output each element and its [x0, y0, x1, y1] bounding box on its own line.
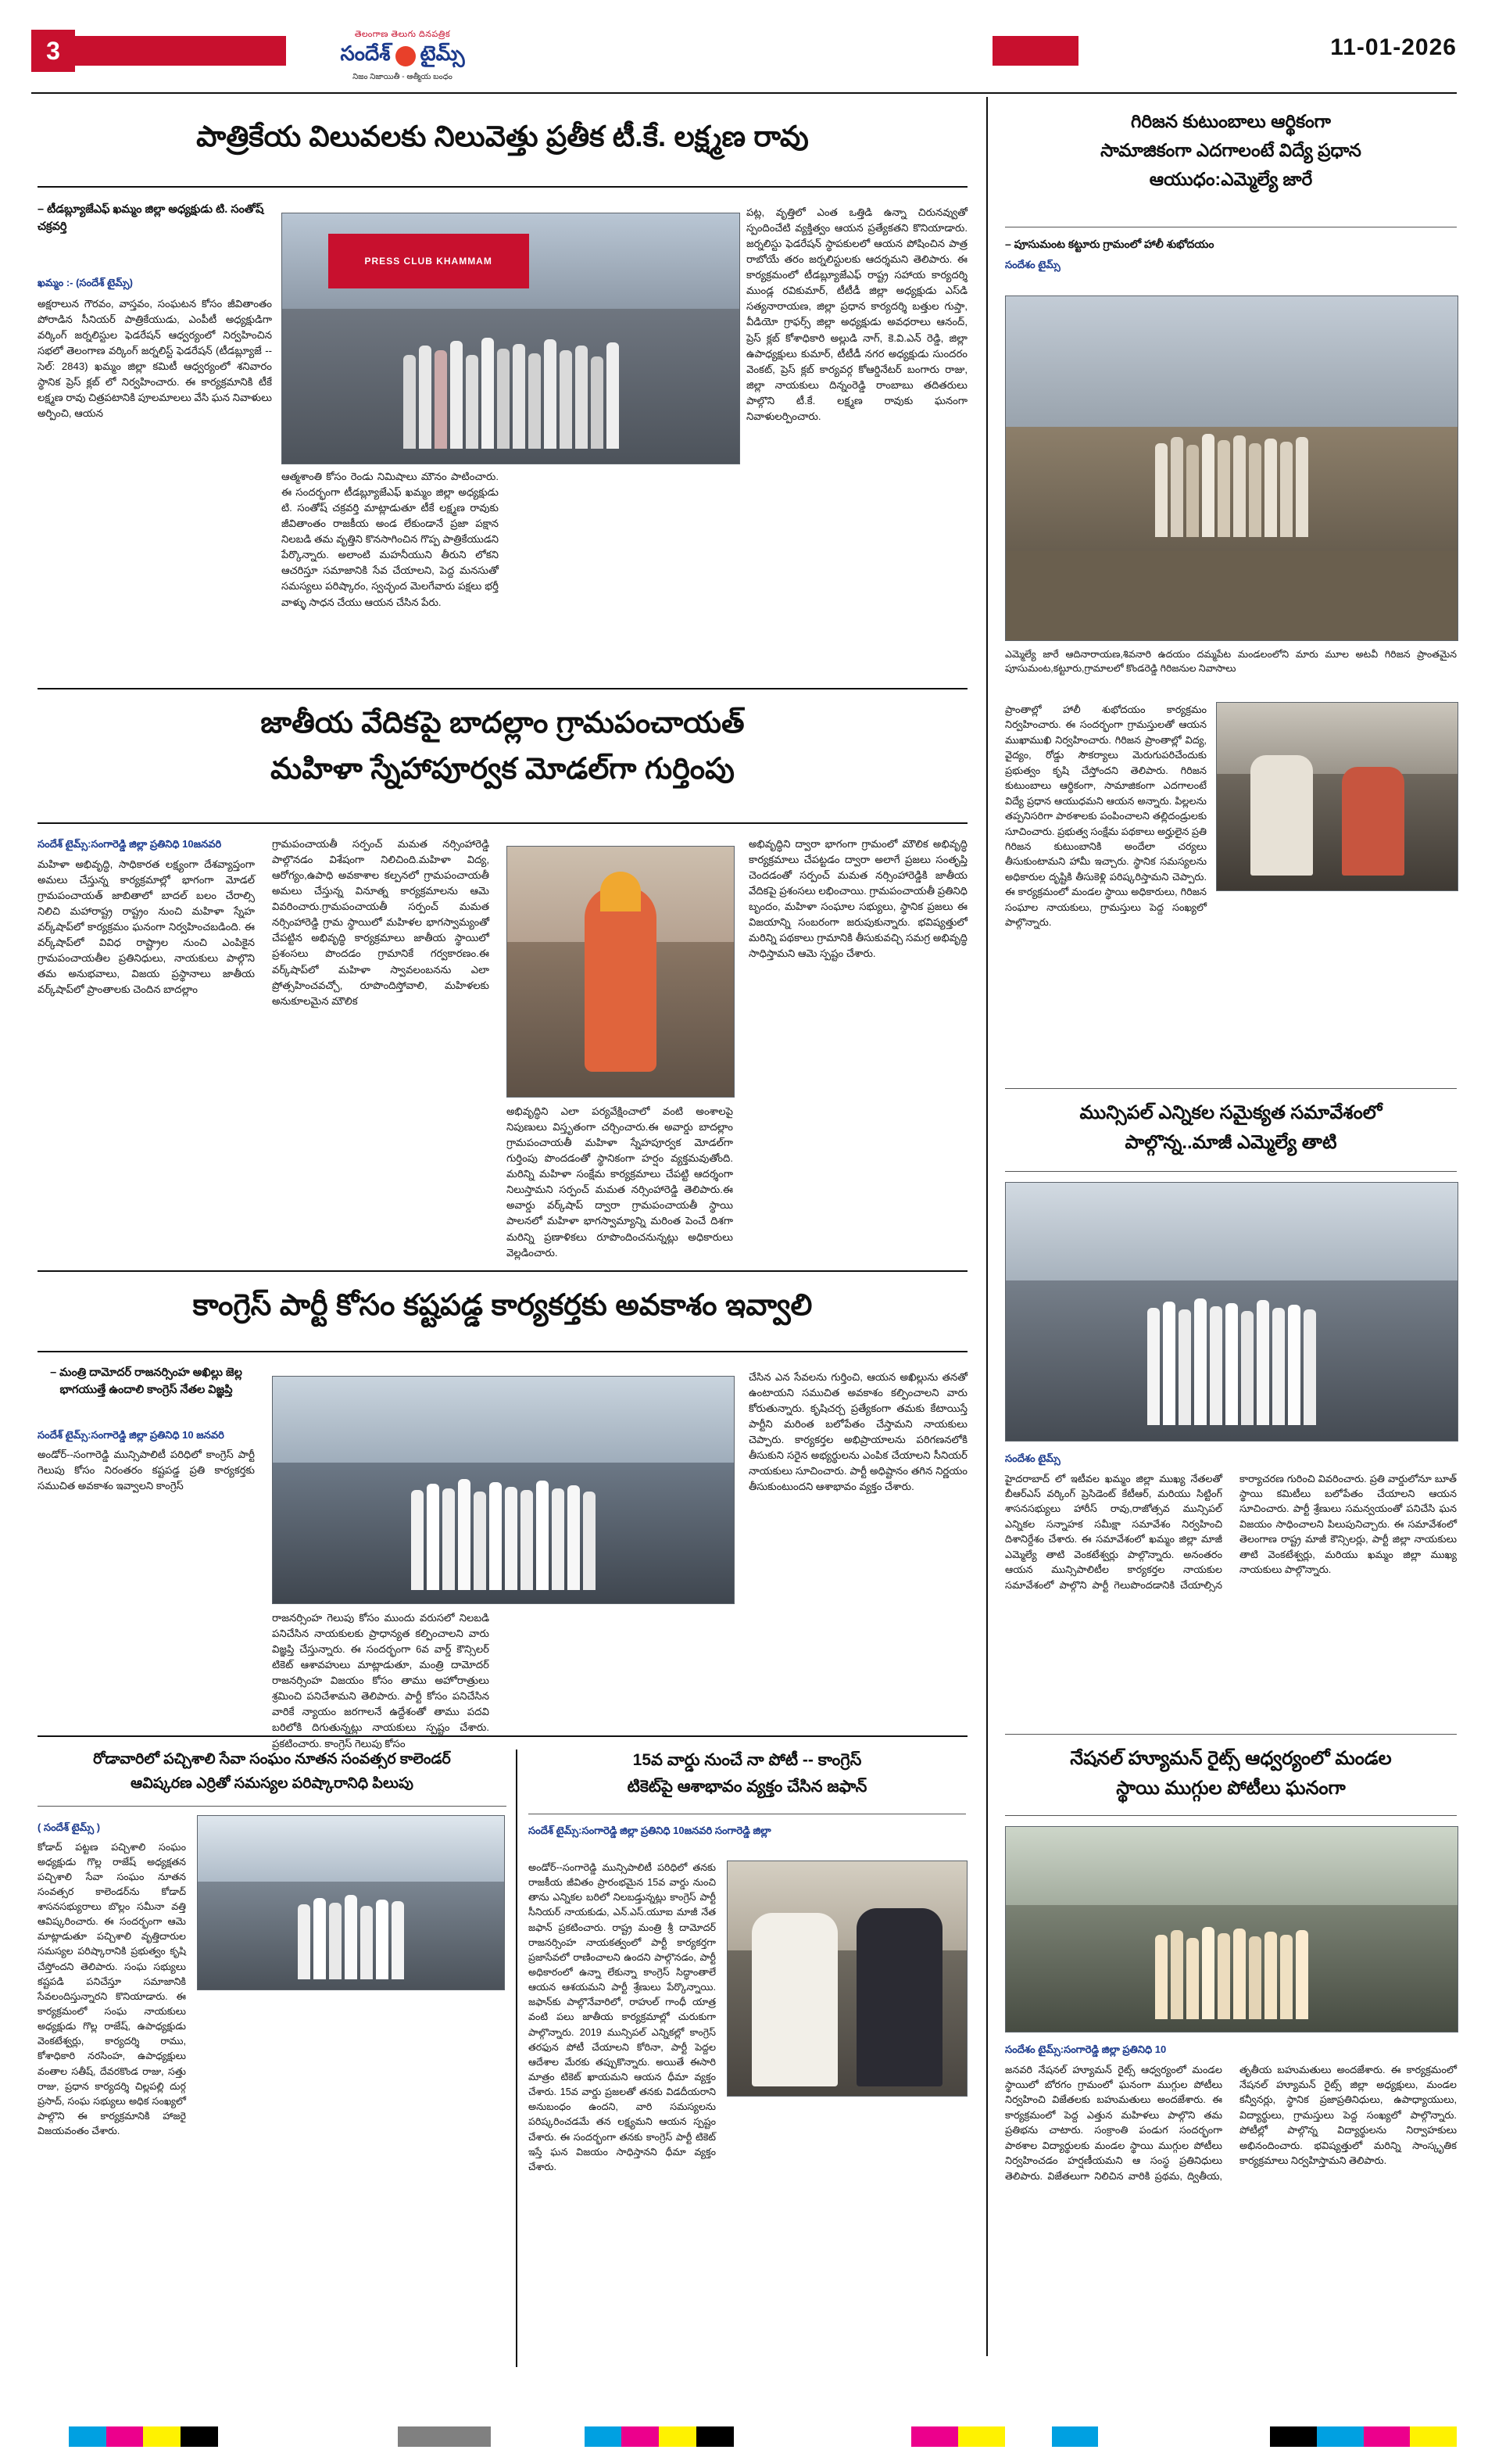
logo-word-2: టైమ్స్	[420, 41, 465, 65]
rail-article2-headline-line2: పాల్గొన్న..మాజీ ఎమ్మెల్యే తాటి	[1125, 1132, 1337, 1154]
press-club-banner: PRESS CLUB KHAMMAM	[328, 234, 529, 288]
reg-seg-5	[1270, 2426, 1457, 2447]
article2-photo	[506, 846, 735, 1098]
reg-seg-1	[31, 2426, 218, 2447]
article5-headline-line2: టికెట్‌పై ఆశాభావం వ్యక్తం చేసిన జఫాన్	[627, 1778, 867, 1796]
article2-col3: అభివృద్ధిని ఎలా పర్యవేక్షించాలో వంటి అంశాలపై నిపుణులు విస్తృతంగా చర్చించారు.ఈ అవార్డు బాదల్లాం గ్రామపంచాయతీ మహిళా స్నేహపూర్వక మోడల్‌గా గుర్తింపు పొందడంతో స్థానికంగా హర్షం వ్యక్తమవుతోంది. మరిన్ని మహిళా సంక్షేమ కార్యక్రమాలు చేపట్టి ఆదర్శంగా నిలుస్తామని సర్పంచ్ మమత నర్సింహారెడ్డి తెలిపారు.ఈ అవార్డు వర్క్‌షాప్ ద్వారా గ్రామపంచాయతీ స్థాయి పాలనలో మహిళా భాగస్వామ్యాన్ని మరింత పెంచే దిశగా మరిన్ని ప్రణాళికలు రూపొందించనున్నట్లు అధికారులు వెల్లడించారు.	[506, 1105, 733, 1259]
article1-end-rule	[38, 688, 968, 689]
newspaper-logo	[289, 30, 516, 81]
article4-col1: కోడాద్ పట్టణ పచ్చిశాలి సంఘం అధ్యక్షుడు గొల్ల రాజేష్ అధ్యక్షతన పచ్చిశాలి సేవా సంఘం నూతన సంవత్సర కాలెండర్‌ను కోడాద్ శాసనసభ్యురాలు బొల్లం సమీనా వత్తి ఆవిష్కరించారు. ఈ సందర్భంగా ఆమె మాట్లాడుతూ పచ్చిశాలి వృత్తిదారుల సమస్యల పరిష్కారానికి ప్రభుత్వం కృషి చేస్తోందని తెలిపారు. సంఘ సభ్యులు కష్టపడి పనిచేస్తూ సమాజానికి సేవలందిస్తున్నారని కొనియాడారు. ఈ కార్యక్రమంలో సంఘ నాయకులు అధ్యక్షుడు గొల్ల రాజేష్, ఉపాధ్యక్షుడు వెంకటేశ్వర్లు, కార్యదర్శి రాము, కోశాధికారి నరసింహ, ఉపాధ్యక్షులు వంతాల సతీష్, దేవరకొండ రాజు, సత్తు రాజు, ప్రధాన కార్యదర్శి చిల్లపల్లి దుర్గ ప్రసాద్, సంఘ సభ్యులు అధిక సంఖ్యలో పాల్గొని ఈ కార్యక్రమానికి హాజరై విజయవంతం చేశారు.	[38, 1841, 186, 2137]
logo-tagline-bottom: నిజం నిజాయితీ - ఆత్మీయ బంధం	[352, 73, 452, 81]
article1-col1: అక్షరాలున గౌరవం, వాస్తవం, సంఘటన కోసం జీవితాంతం పోరాడిన సీనియర్ పాత్రికేయుడు, ఎంపీటీ అధ్యక్షుడిగా వర్కింగ్ జర్నలిస్టుల ఫెడరేషన్ ఆధ్వర్యంలో నిర్వహించిన సభలో తెలంగాణ వర్కింగ్ జర్నలిస్ట్ ఫెడరేషన్ (టీడబ్ల్యూజే -- సెల్: 2843) ఖమ్మం జిల్లా కమిటీ ఆధ్వర్యంలో శనివారం స్థానిక ప్రెస్ క్లబ్ లో నిర్వహించారు. ఈ కార్యక్రమానికి టీకే లక్ష్మణ రావు చిత్రపటానికి పూలమాలలు వేసి ఘన నివాళులు అర్పించి, ఆయన	[38, 298, 272, 420]
rail-article2-rule	[1005, 1171, 1457, 1172]
masthead	[31, 30, 1457, 84]
article1-byline: – టీడబ్ల్యూజేఎఫ్ ఖమ్మం జిల్లా అధ్యక్షుడు టి. సంతోష్ చక్రవర్తి	[38, 203, 264, 233]
article4-rule	[38, 1806, 506, 1807]
article2-col1: మహిళా అభివృద్ధి, సాధికారత లక్ష్యంగా దేశవ్యాప్తంగా అమలు చేస్తున్న కార్యక్రమాల్లో భాగంగా మోడల్ గ్రామపంచాయత్ జాబితాలో బాదల్ బలం చేరాల్సి నిలిచి మహారాష్ట్ర రాష్ట్రం నుంచి మహిళా స్నేహ వర్క్‌షాప్‌లో కార్యక్రమం ఘనంగా నిర్వహించబడింది. ఈ వర్క్‌షాప్‌లో వివిధ రాష్ట్రాల నుంచి ఎంపికైన గ్రామపంచాయతీల ప్రతినిధులు, నాయకులు పాల్గొని తమ అనుభవాలు, విజయ ప్రస్థానాలు జాతీయ వర్క్‌షాప్‌లో ప్రాంతాలకు చెందిన బాదల్లాం	[38, 858, 255, 995]
rail-article1-photo2	[1216, 702, 1458, 891]
masthead-red-bar-left	[75, 36, 286, 66]
article1-rule	[38, 186, 968, 188]
reg-seg-2	[398, 2426, 585, 2447]
article2-end-rule	[38, 1270, 968, 1272]
article2-headline-line1: జాతీయ వేదికపై బాదల్లాం గ్రామపంచాయత్	[260, 707, 745, 740]
article1-col2: ఆత్మశాంతి కోసం రెండు నిమిషాలు మౌనం పాటించారు. ఈ సందర్భంగా టీడబ్ల్యూజేఎఫ్ ఖమ్మం జిల్లా అధ్యక్షుడు టి. సంతోష్ చక్రవర్తి మాట్లాడుతూ టీకే లక్ష్మణ రావుకు జీవితాంతం రాజకీయ అండ లేకుండానే ప్రజా పక్షాన నిలబడి తమ వృత్తిని కొనసాగించిన గొప్ప పాత్రికేయుడని పేర్కొన్నారు. అలాంటి మహనీయుని తీరుని లోకని ఆచరిస్తూ సమాజానికి సేవ చేయాలని, పెద్ద మనసుతో సమస్యలు పరిష్కారం, స్వచ్ఛంద మెలగేవారు పక్షలు భర్తీ వాళ్ళు సాధన చేయు ఆయన చేసిన పేరు.	[281, 471, 499, 608]
rail-article3-headline-line2: స్థాయి ముగ్గుల పోటీలు ఘనంగా	[1116, 1778, 1346, 1800]
rail-article3-photo	[1005, 1826, 1458, 2032]
reg-seg-gap-3	[1098, 2426, 1270, 2447]
logo-tagline-top: తెలంగాణ తెలుగు దినపత్రిక	[354, 30, 451, 39]
article3-col1: అండోర్‌--సంగారెడ్డి మున్సిపాలిటీ పరిధిలో కాంగ్రెస్ పార్టీ గెలుపు కోసం నిరంతరం కష్టపడ్డ ప్రతి కార్యకర్తకు సముచిత అవకాశం ఇవ్వాలని కాంగ్రెస్	[38, 1449, 255, 1492]
article4-credit: ( సందేశ్ టైమ్స్ )	[38, 1821, 101, 1833]
rail-article2-end-rule	[1005, 1734, 1457, 1735]
article3-credit: సందేశ్ టైమ్స్:సంగారెడ్డి జిల్లా ప్రతినిధి 10 జనవరి	[38, 1428, 224, 1441]
reg-seg-gap-2	[771, 2426, 911, 2447]
article4-5-divider	[516, 1750, 517, 2367]
rail-article1-credit: సందేశం టైమ్స్	[1005, 259, 1061, 270]
article5-credit: సందేశ్ టైమ్స్:సంగారెడ్డి జిల్లా ప్రతినిధి 10జనవరి సంగారెడ్డి జిల్లా	[528, 1825, 771, 1836]
article1-headline: పాత్రికేయ విలువలకు నిలువెత్తు ప్రతీక టీ.కే. లక్ష్మణ రావు	[196, 120, 809, 152]
article1-dateline: ఖమ్మం :- (సందేశ్ టైమ్స్)	[38, 276, 133, 288]
rail-article3-rule	[1005, 1815, 1457, 1816]
article5-headline-line1: 15వ వార్డు నుంచే నా పోటీ -- కాంగ్రెస్	[632, 1751, 862, 1769]
rail-article1-end-rule	[1005, 1088, 1457, 1089]
article2-col4: అభివృద్ధిని ద్వారా భాగంగా గ్రామంలో మౌలిక అభివృద్ధి కార్యక్రమాలు చేపట్టడం ద్వారా అలాగే ప్రజలు సంతృప్తి చెందడంతో సర్పంచ్ మమత నర్సింహారెడ్డికి జాతీయ వేదికపై ప్రశంసలు లభించాయి. గ్రామపంచాయతీ ప్రతినిధి బృందం, మహిళా సంఘాల సభ్యులు, స్థానిక ప్రజలు ఈ విజయాన్ని సంబరంగా జరుపుకున్నారు. భవిష్యత్తులో మరిన్ని పథకాలు గ్రామానికి తీసుకువచ్చి సమగ్ర అభివృద్ధి సాధిస్తామని ఆమె స్పష్టం చేశారు.	[749, 838, 968, 960]
rail-article3-credit: సందేశం టైమ్స్:సంగారెడ్డి జిల్లా ప్రతినిధి 10	[1005, 2043, 1167, 2055]
article3-col2: రాజనర్సింహ గెలుపు కోసం ముందు వరుసలో నిలబడి పనిచేసిన నాయకులకు ప్రాధాన్యత కల్పించాలని వారు విజ్ఞప్తి చేస్తున్నారు. ఈ సందర్భంగా 6వ వార్డ్ కౌన్సిలర్ టికెట్ ఆశావహులు మాట్లాడుతూ, మంత్రి దామోదర్ రాజనర్సింహ విజయం కోసం తాము అహోరాత్రులు శ్రమించి పనిచేశామని తెలిపారు. పార్టీ కోసం పనిచేసిన వారికే న్యాయం జరగాలనే ఉద్దేశంతో తాము పదవి బరిలోకి దిగుతున్నట్లు నాయకులు స్పష్టం చేశారు. ప్రకటించారు. కాంగ్రెస్ గెలుపు కోసం	[272, 1612, 489, 1750]
article1-photo	[281, 213, 740, 464]
article3-photo	[272, 1376, 735, 1604]
rail-article1-photo	[1005, 295, 1458, 641]
color-registration-bar	[31, 2426, 1457, 2447]
rail-article1-caption: ఎమ్మెల్యే జారే ఆదినారాయణ,శివనారి ఉదయం దమ్మపేట మండలంలోని మారు మూల అటవీ గిరిజన ప్రాంతమైన పూసుమంట,కట్టూరు,గ్రామాలలో కొండరెడ్డి గిరిజనుల నివాసాలు	[1005, 649, 1457, 675]
article3-col3: చేసిన ఎన సేవలను గుర్తించి, ఆయన అఖిల్లును తనతో ఉంటాయని సముచిత అవకాశం కల్పించాలని వారు కోరుతున్నారు. కృషిచర్చ ప్రత్యేకంగా తమకు కేటాయిస్తే పార్టీని మరింత బలోపేతం చేస్తామని నాయకులు చెప్పారు. కార్యకర్తల అభిప్రాయాలను పరిగణనలోకి తీసుకుని సరైన అభ్యర్థులను ఎంపిక చేయాలని సీనియర్ నాయకులు సూచించారు. పార్టీ అధిష్టానం తగిన నిర్ణయం తీసుకుంటుందని ఆశాభావం వ్యక్తం చేశారు.	[749, 1371, 968, 1493]
rail-article1-body: ప్రాంతాల్లో హాలీ శుభోదయం కార్యక్రమం నిర్వహించారు. ఈ సందర్భంగా గ్రామస్తులతో ఆయన ముఖాముఖి నిర్వహించారు. గిరిజన ప్రాంతాల్లో విద్య, వైద్యం, రోడ్డు సౌకర్యాలు మెరుగుపరిచేందుకు ప్రభుత్వం కృషి చేస్తోందని తెలిపారు. గిరిజన కుటుంబాలు ఆర్థికంగా, సామాజికంగా ఎదగాలంటే విద్యే ప్రధాన ఆయుధమని ఆయన అన్నారు. పిల్లలను తప్పనిసరిగా పాఠశాలకు పంపించాలని తల్లిదండ్రులకు సూచించారు. ప్రభుత్వ సంక్షేమ పథకాలు అర్హులైన ప్రతి గిరిజన కుటుంబానికి అందేలా చర్యలు తీసుకుంటామని హామీ ఇచ్చారు. స్థానిక సమస్యలను అధికారుల దృష్టికి తీసుకెళ్లి పరిష్కరిస్తామని చెప్పారు. ఈ కార్యక్రమంలో మండల స్థాయి అధికారులు, గిరిజన సంఘాల నాయకులు, గ్రామస్తులు పెద్ద సంఖ్యలో పాల్గొన్నారు.	[1005, 704, 1207, 929]
rail-article1-headline-line1: గిరిజన కుటుంబాలు ఆర్థికంగా	[1131, 111, 1331, 131]
article3-rule	[38, 1351, 968, 1352]
article3-headline: కాంగ్రెస్ పార్టీ కోసం కష్టపడ్డ కార్యకర్తకు అవకాశం ఇవ్వాలి	[192, 1289, 813, 1322]
article2-rule	[38, 822, 968, 824]
rail-article1-byline: – పూసుమంట కట్టూరు గ్రామంలో హాలీ శుభోదయం	[1005, 238, 1214, 250]
rail-article3-body: జనవరి నేషనల్ హ్యూమన్ రైట్స్ ఆధ్వర్యంలో మండల స్థాయిలో బోరగం గ్రామంలో ఘనంగా ముగ్గుల పోటీలు నిర్వహించి విజేతలకు బహుమతులు అందజేశారు. ఈ కార్యక్రమంలో పెద్ద ఎత్తున మహిళలు పాల్గొని తమ ప్రతిభను చాటారు. సంక్రాంతి పండుగ సందర్భంగా పాఠశాల విద్యార్థులకు మండల స్థాయి ముగ్గుల పోటీలు నిర్వహించడం హర్షణీయమని ఆ సంస్థ ప్రతినిధులు తెలిపారు. విజేతలుగా నిలిచిన వారికి ప్రథమ, ద్వితీయ, తృతీయ బహుమతులు అందజేశారు. ఈ కార్యక్రమంలో నేషనల్ హ్యూమన్ రైట్స్ జిల్లా అధ్యక్షులు, మండల కన్వీనర్లు, స్థానిక ప్రజాప్రతినిధులు, ఉపాధ్యాయులు, విద్యార్థులు, గ్రామస్తులు పెద్ద సంఖ్యలో పాల్గొన్నారు. పోటీల్లో పాల్గొన్న విద్యార్థులను నిర్వాహకులు అభినందించారు. భవిష్యత్తులో మరిన్ని సాంస్కృతిక కార్యక్రమాలు నిర్వహిస్తామని తెలిపారు.	[1005, 2063, 1457, 2182]
masthead-red-bar-right	[993, 36, 1078, 66]
article1-col3: పట్ల, వృత్తిలో ఎంత ఒత్తిడి ఉన్నా చిరునవ్వుతో స్పందించేటి వ్యక్తిత్వం ఆయన ప్రత్యేకతని కొనియాడారు. జర్నలిస్టు ఫెడరేషన్ స్థాపకులలో ఆయన పోషించిన పాత్ర రాబోయే తరం జర్నలిస్టులకు ఆదర్శమని తెలిపారు. ఈ కార్యక్రమంలో టీడబ్ల్యూజేఎఫ్ రాష్ట్ర సహాయ కార్యదర్శి ముండ్ల రవికుమార్, టీటీడీ జిల్లా అధ్యక్షుడు ఎస్‌డి సత్యనారాయణ, జిల్లా ప్రధాన కార్యదర్శి బత్తుల గుప్తా, వీడియో గ్రాఫర్స్ జిల్లా అధ్యక్షుడు అవధరాలు ఆనంద్, ప్రెస్ క్లబ్ కోశాధికారి అల్లుడి నాగ్, కె.వి.ఎన్ రెడ్డి, జిల్లా ఉపాధ్యక్షులు కుమార్, టీటీడీ నగర అధ్యక్షుడు సుందరం వెంకట్, ప్రెస్ క్లబ్ కార్యవర్గ కోఆర్డినేటర్ బంగారు రాజు, జిల్లా నాయకులు దిన్నంరెడ్డి రాంబాబు తదితరులు పాల్గొని టీ.కే. లక్ష్మణ రావుకు ఘనంగా నివాళులర్పించారు.	[746, 206, 968, 422]
logo-circle-icon	[395, 46, 416, 66]
article5-col1: అండోర్--సంగారెడ్డి మున్సిపాలిటీ పరిధిలో తనకు రాజకీయ జీవితం ప్రారంభమైన 15వ వార్డు నుంచి తాను ఎన్నికల బరిలో నిలబడ్తున్నట్లు కాంగ్రెస్ పార్టీ సీనియర్ నాయకుడు, ఎన్.ఎస్.యూఐ మాజీ నేత జఫాన్ ప్రకటించారు. రాష్ట్ర మంత్రి శ్రీ దామోదర్ రాజనర్సింహ నాయకత్వంలో పార్టీ కార్యకర్తగా ప్రజాసేవలో రాణించాలని ఉందని పాల్గొనడం, పార్టీ అధికారంలో ఉన్నా లేకున్నా కాంగ్రెస్ సిద్ధాంతాలే ఆయన ఆశయమని పార్టీ శ్రేణులు పేర్కొన్నాయి. జఫాన్‌కు పాల్గొనేవారిలో, రాహుల్ గాంధీ యాత్ర వంటి పలు జాతీయ కార్యక్రమాల్లో చురుకుగా పాల్గొన్నారు. 2019 మున్సిపల్ ఎన్నికల్లో కాంగ్రెస్ తరఫున పోటీ చేయాలని కోరినా, పార్టీ పెద్దల ఆదేశాల మేరకు తప్పుకొన్నారు. అయితే ఈసారి మాత్రం టికెట్ ఖాయమని ఆయన ధీమా వ్యక్తం చేశారు. 15వ వార్డు ప్రజలతో తనకు విడదీయరాని అనుబంధం ఉందని, వారి సమస్యలను పరిష్కరించడమే తన లక్ష్యమని ఆయన స్పష్టం చేశారు. ఈ సందర్భంగా తనకు కాంగ్రెస్ పార్టీ టికెట్ ఇస్తే ఘన విజయం సాధిస్తానని ధీమా వ్యక్తం చేశారు.	[528, 1862, 716, 2172]
rail-article1-headline-line3: ఆయుధం:ఎమ్మెల్యే జారే	[1149, 169, 1313, 190]
article3-end-rule	[38, 1735, 968, 1737]
article4-photo	[197, 1815, 505, 1990]
article4-headline-line1: రోడావారిలో పచ్చిశాలి సేవా సంఘం నూతన సంవత్సర కాలెండర్	[93, 1751, 451, 1767]
rail-article3-headline-line1: నేషనల్ హ్యూమన్ రైట్స్ ఆధ్వర్యంలో మండల	[1070, 1748, 1392, 1769]
rail-article2-headline-line1: మున్సిపల్ ఎన్నికల సమైక్యత సమావేశంలో	[1079, 1102, 1382, 1123]
masthead-rule	[31, 92, 1457, 94]
article4-headline-line2: ఆవిష్కరణ ఎర్రితో సమస్యల పరిష్కారానిధి పిలుపు	[131, 1775, 413, 1792]
reg-seg-4	[911, 2426, 1098, 2447]
logo-word-1: సందేశ్	[340, 41, 391, 65]
article2-headline-line2: మహిళా స్నేహాపూర్వక మోడల్‌గా గుర్తింపు	[270, 753, 735, 786]
rail-article2-photo	[1005, 1182, 1458, 1442]
reg-seg-gap-1	[218, 2426, 398, 2447]
article2-credit: సందేశ్ టైమ్స్:సంగారెడ్డి జిల్లా ప్రతినిధి 10జనవరి	[38, 838, 222, 850]
issue-date: 11-01-2026	[1330, 34, 1457, 60]
reg-seg-3	[585, 2426, 771, 2447]
page-number: 3	[31, 30, 75, 72]
article3-byline: – మంత్రి దామోదర్ రాజనర్సింహ అఖిల్లు జెల్ల భాగయుత్తే ఉందాలి కాంగ్రెస్ నేతల విజ్ఞప్తి	[50, 1366, 242, 1396]
rail-article1-headline-line2: సామాజికంగా ఎదగాలంటే విద్యే ప్రధాన	[1100, 140, 1361, 161]
rail-article2-credit: సందేశం టైమ్స్	[1005, 1452, 1061, 1464]
article5-photo	[727, 1861, 968, 2097]
rail-article2-body: హైదరాబాద్ లో ఇటీవల ఖమ్మం జిల్లా ముఖ్య నేతలతో బీఆర్ఎస్ వర్కింగ్ ప్రెసిడెంట్ కేటీఆర్, మరియు సిట్టింగ్ శాసనసభ్యులు హారీస్ రావు,రాజోత్సవ మున్సిపల్ ఎన్నికల సన్నాహక సమీక్షా సమావేశం నిర్వహించి దిశానిర్దేశం చేశారు. ఈ సమావేశంలో ఖమ్మం జిల్లా మాజీ ఎమ్మెల్యే తాటి వెంకటేశ్వర్లు పాల్గొన్నారు. అనంతరం ఆయన మున్సిపాలిటీల కార్యకర్తల నాయకుల సమావేశంలో పాల్గొని పార్టీ గెలుపొందడానికి చేయాల్సిన కార్యాచరణ గురించి వివరించారు. ప్రతి వార్డులోనూ బూత్ స్థాయి కమిటీలు బలోపేతం చేయాలని ఆయన సూచించారు. పార్టీ శ్రేణులు సమన్వయంతో పనిచేసి ఘన విజయం సాధించాలని పిలుపునిచ్చారు. ఈ సమావేశంలో తెలంగాణ రాష్ట్ర మాజీ కౌన్సిలర్లు, పార్టీ జిల్లా నాయకులు తాటి వెంకటేశ్వర్లు, మరియు ఖమ్మం జిల్లా ముఖ్య నాయకులు పాల్గొన్నారు.	[1005, 1472, 1457, 1591]
article2-col2: గ్రామపంచాయతీ సర్పంచ్ మమత నర్సింహారెడ్డి పాల్గొనడం విశేషంగా నిలిచింది.మహిళా విద్య, ఆరోగ్యం,ఉపాధి అవకాశాల కల్పనలో గ్రామపంచాయతీ అమలు చేస్తున్న వినూత్న కార్యక్రమాలను ఆమె వివరించారు.గ్రామపంచాయతీ సర్పంచ్ మమత నర్సింహారెడ్డి గ్రామ స్థాయిలో మహిళల భాగస్వామ్యంతో చేపట్టిన అభివృద్ధి కార్యక్రమాలు జాతీయ స్థాయిలో ప్రశంసలు పొందడం గ్రామానికే గర్వకారణం.ఈ వర్క్‌షాప్‌లో మహిళా స్వావలంబనను ఎలా ప్రోత్సహించవచ్చో, రూపొందిస్తోవాలి, మహిళలకు అనుకూలమైన మౌలిక	[272, 838, 489, 1007]
column-divider	[986, 97, 988, 2356]
